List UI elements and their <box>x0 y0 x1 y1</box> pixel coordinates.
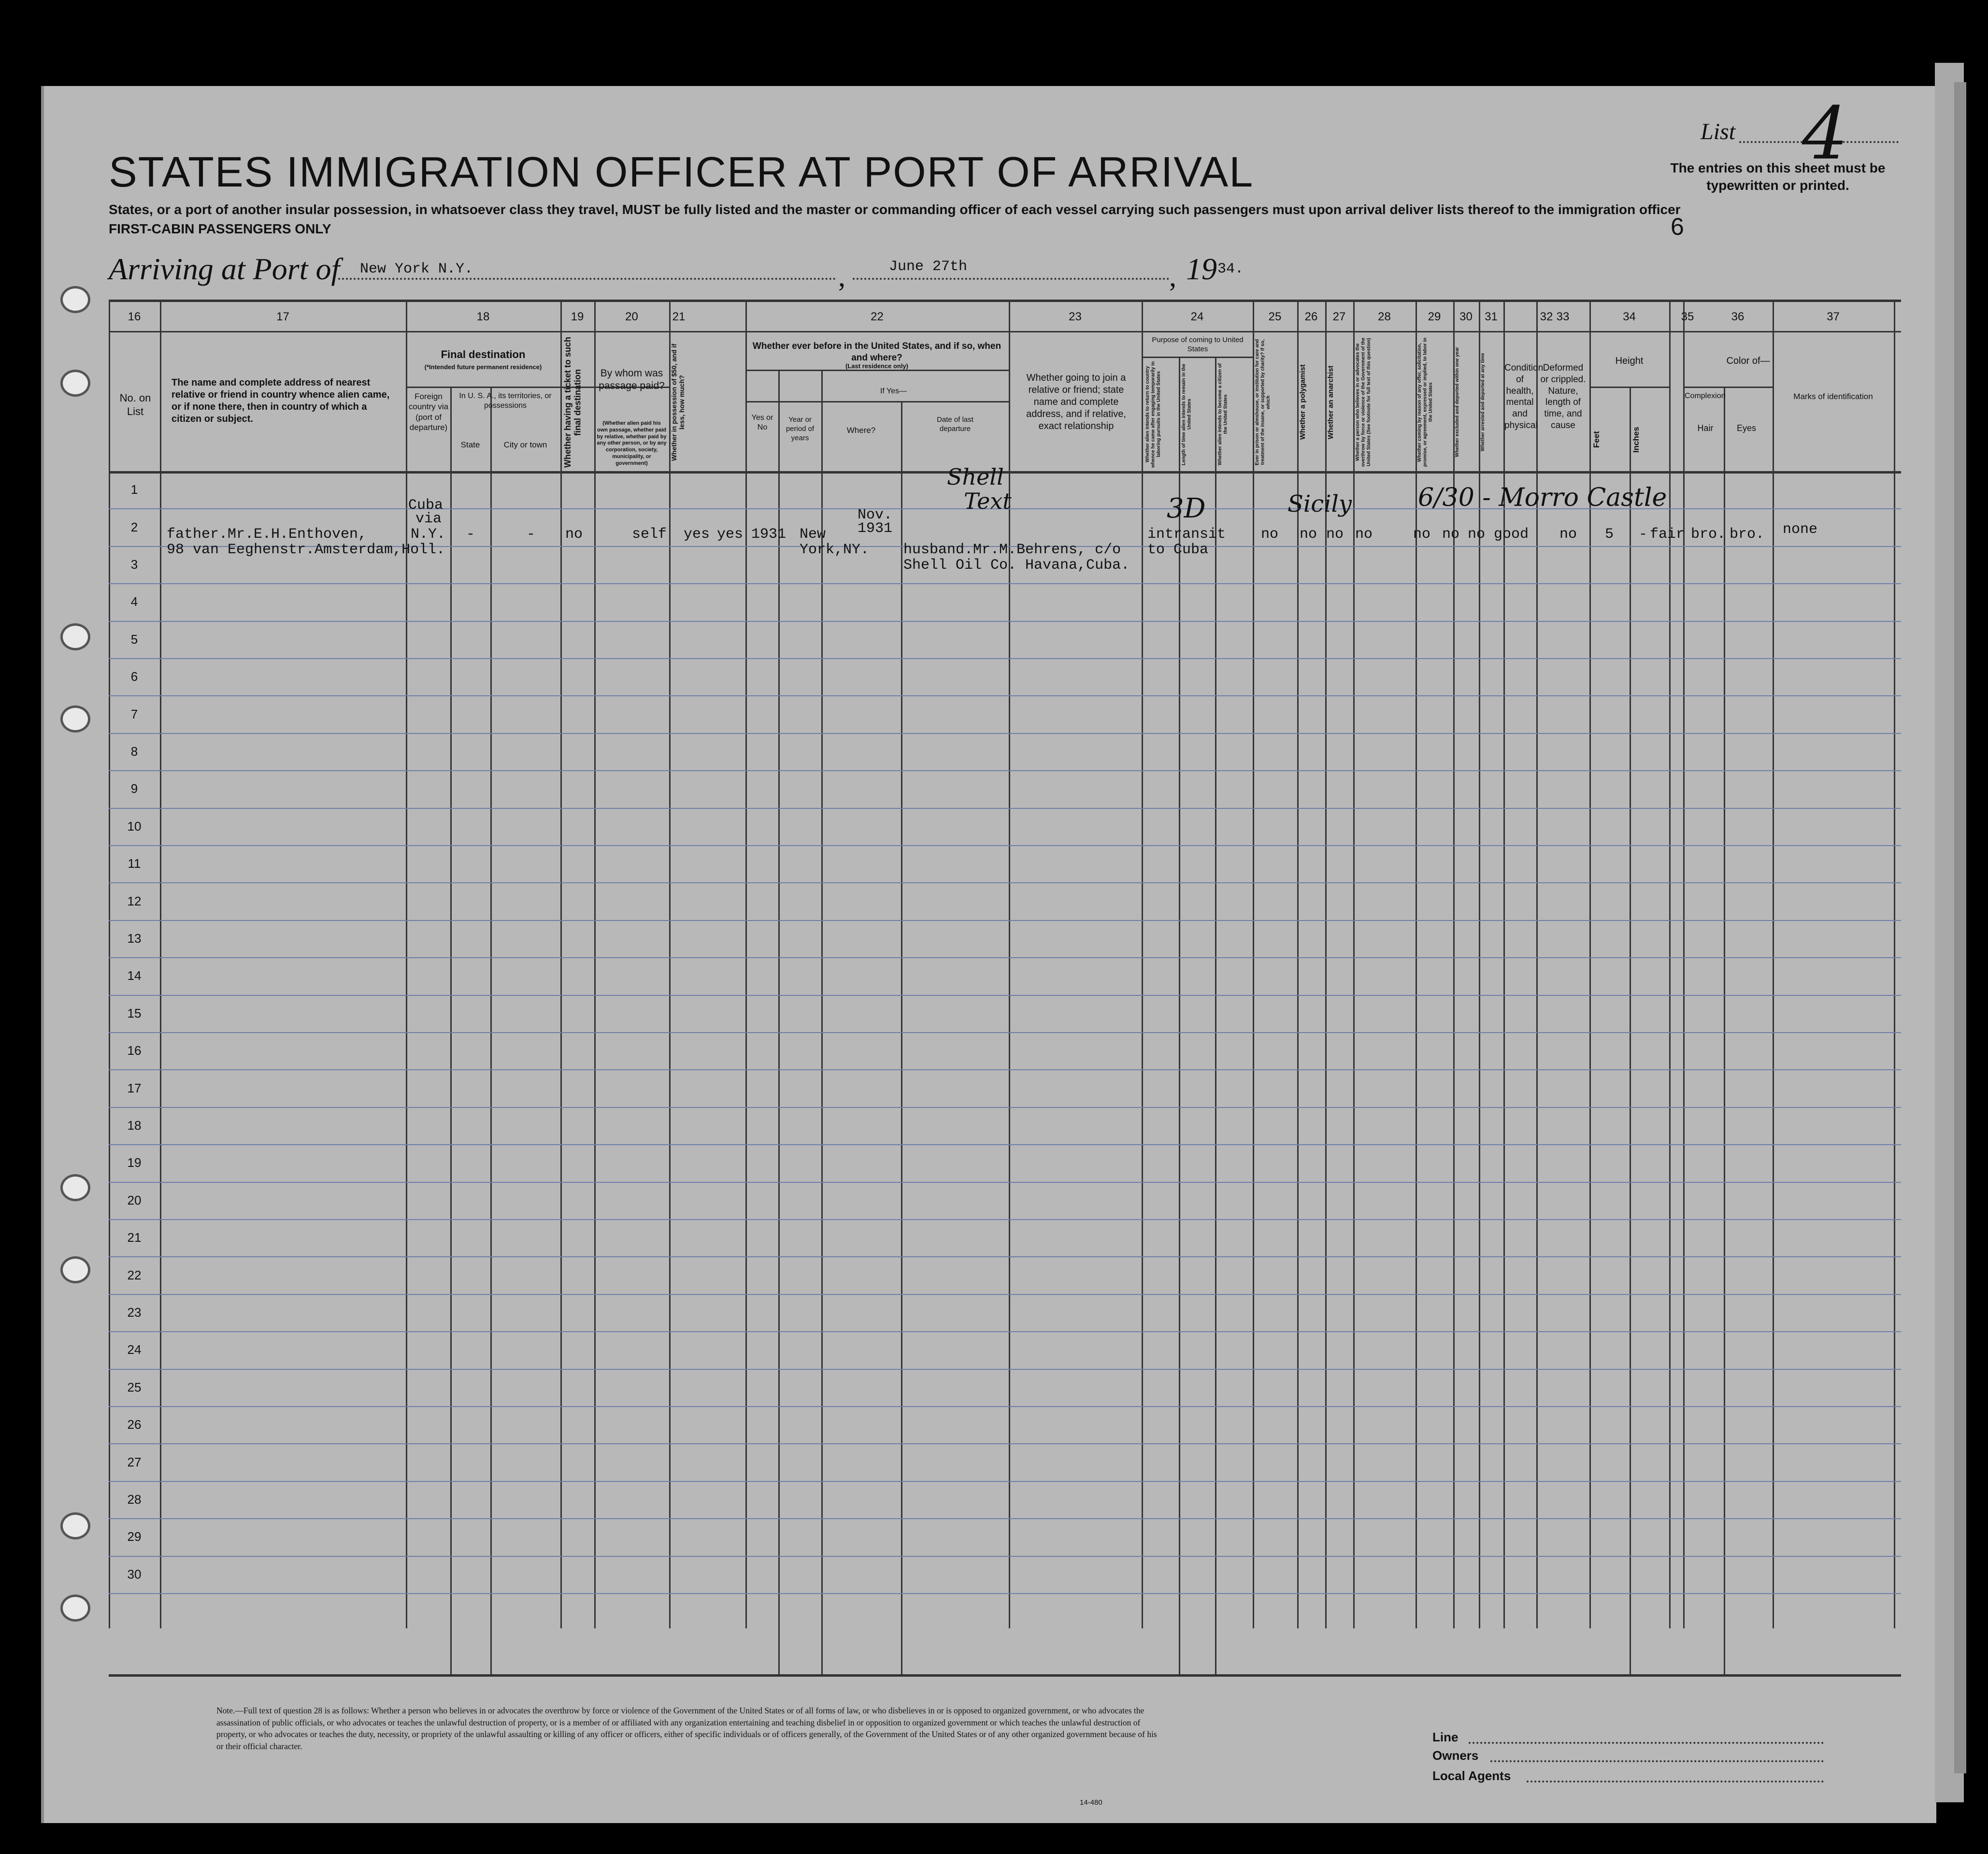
port-underline <box>338 278 836 280</box>
list-label: List <box>1701 119 1736 144</box>
joining-line-1: husband.Mr.M.Behrens, c/o <box>903 542 1121 558</box>
col-line <box>1253 300 1254 1628</box>
table-bottom-rule <box>109 1674 1901 1677</box>
row-number: 28 <box>127 1492 142 1507</box>
header-purpose-length: Length of time alien intends to remain in the United States <box>1181 363 1192 465</box>
column-number: 34 <box>1623 310 1636 323</box>
header-year: Year or period of years <box>786 416 815 442</box>
punch-hole <box>60 1174 90 1201</box>
header-if-yes: If Yes— <box>880 387 907 395</box>
row-number: 1 <box>130 482 138 497</box>
row-number: 25 <box>127 1380 142 1394</box>
column-number: 37 <box>1827 310 1840 323</box>
column-number: 30 <box>1459 310 1473 323</box>
feet-value: 5 <box>1605 526 1614 543</box>
header-state: State <box>460 440 480 449</box>
row-number: 7 <box>130 706 138 721</box>
row-rule <box>109 920 1901 921</box>
deformed-value: no <box>1559 526 1577 543</box>
offer-value: no <box>1413 526 1431 543</box>
city-value: - <box>527 526 536 543</box>
header-final-destination-sub: (*Intended future permanent residence) <box>424 363 542 371</box>
header-before-sub: (Last residence only) <box>845 362 909 370</box>
row-rule <box>109 1556 1901 1557</box>
column-number: 18 <box>476 310 490 323</box>
col-line <box>1773 300 1774 1628</box>
paid-by-value: self <box>632 526 667 543</box>
row-number: 2 <box>130 519 138 534</box>
footer-owners-underline <box>1490 1760 1824 1762</box>
punch-hole <box>60 705 90 733</box>
header-complexion: Complexion <box>1685 392 1726 400</box>
column-number: 26 <box>1304 310 1318 323</box>
foreign-country-2: via <box>415 511 442 527</box>
before-where-1: New <box>800 526 826 543</box>
header-eyes: Eyes <box>1736 423 1757 433</box>
subheader-rule <box>1683 387 1773 388</box>
complexion-value: fair <box>1650 526 1685 543</box>
row-number: 29 <box>127 1529 142 1544</box>
header-joining: Whether going to join a relative or friend; state name and complete address, and if relative, exact relationship <box>1026 373 1126 431</box>
row-rule <box>109 1107 1901 1108</box>
row-number: 16 <box>127 1043 142 1058</box>
header-foreign-country: Foreign country via (port of departure) <box>408 392 449 432</box>
column-number: 35 <box>1681 310 1694 323</box>
row-rule <box>109 1593 1901 1594</box>
relative-line-1: father.Mr.E.H.Enthoven, <box>167 526 367 543</box>
row-rule <box>109 658 1901 659</box>
col-line <box>901 401 902 1674</box>
col-line <box>821 370 823 1674</box>
row-rule <box>109 1369 1901 1370</box>
row-number: 4 <box>130 594 138 609</box>
header-excluded: Whether excluded and deported within one year <box>1455 347 1460 458</box>
row-rule <box>109 1294 1901 1295</box>
row-rule <box>109 845 1901 846</box>
header-purpose-citizen: Whether alien intends to become a citizen of the United States <box>1217 363 1229 466</box>
header-prison: Ever in prison or almshouse, or institution for care and treatment of the insane, or supported by charity? If so, which <box>1255 339 1271 466</box>
row-number: 27 <box>127 1454 142 1469</box>
header-no-on-list: No. on List <box>119 392 151 417</box>
row-number: 12 <box>127 893 142 908</box>
header-purpose: Purpose of coming to United States <box>1152 336 1244 353</box>
departure-2: 1931 <box>858 520 893 537</box>
row-number: 26 <box>127 1417 142 1432</box>
subheader-rule <box>745 401 1009 402</box>
foreign-country-3: N.Y. <box>411 526 446 543</box>
row-number: 13 <box>127 931 142 946</box>
row-number: 9 <box>130 781 138 796</box>
header-color-of: Color of— <box>1726 356 1770 366</box>
row-rule <box>109 1069 1901 1070</box>
row-number: 21 <box>127 1230 142 1245</box>
column-number: 19 <box>571 310 584 323</box>
row-rule <box>109 1331 1901 1332</box>
date-underline <box>853 278 1169 280</box>
row-number: 5 <box>130 632 138 647</box>
form-number: 14-480 <box>1080 1798 1102 1807</box>
footer-line-underline <box>1469 1742 1824 1744</box>
header-relative: The name and complete address of nearest relative or friend in country whence alien came, or if none there, then in country of which a citizen or subject. <box>172 377 390 424</box>
departure-1: Nov. <box>858 507 893 523</box>
row-rule <box>109 1256 1901 1257</box>
col-line <box>406 300 407 1628</box>
row-number: 23 <box>127 1305 142 1320</box>
row-number: 20 <box>127 1193 142 1207</box>
header-polygamist: Whether a polygamist <box>1299 364 1307 440</box>
col-line <box>160 300 161 1628</box>
column-number: 23 <box>1069 310 1082 323</box>
row-rule <box>109 882 1901 883</box>
column-number: 25 <box>1268 310 1282 323</box>
row-number: 11 <box>128 856 141 871</box>
column-number: 21 <box>672 310 686 323</box>
col-line <box>1683 300 1685 1628</box>
header-paid-by: By whom was passage paid? <box>599 368 665 392</box>
page-edge <box>1954 82 1966 1773</box>
column-number: 17 <box>276 310 289 323</box>
row-rule <box>109 1406 1901 1407</box>
col-line <box>1669 300 1671 1628</box>
header-paid-by-sub: (Whether alien paid his own passage, whether paid by relative, whether paid by any other person, or by any corporation, society, municipality, or government) <box>597 420 667 466</box>
inches-value: - <box>1639 526 1648 543</box>
handwritten-sicily: Sicily <box>1287 490 1352 517</box>
ticket-value: no <box>565 526 583 543</box>
row-rule <box>109 1443 1901 1444</box>
list-number: 4 <box>1802 92 1848 176</box>
row-rule <box>109 1518 1901 1519</box>
row-number: 22 <box>127 1267 142 1282</box>
before-where-2: York,NY. <box>800 542 870 558</box>
col-line <box>745 300 747 1628</box>
column-number: 22 <box>871 310 884 323</box>
header-marks: Marks of identification <box>1793 392 1873 401</box>
before-year: 1931 <box>751 526 787 543</box>
handwritten-shell: Shell <box>947 464 1004 490</box>
row-number: 6 <box>130 669 138 684</box>
comma: , <box>838 260 845 292</box>
column-number: 36 <box>1731 310 1745 323</box>
header-height: Height <box>1615 356 1644 366</box>
arriving-label: Arriving at Port of <box>109 252 340 286</box>
handwritten-3d: 3D <box>1167 493 1206 524</box>
punch-hole <box>60 370 90 397</box>
row-rule <box>109 1182 1901 1183</box>
arrested-value: no <box>1468 526 1486 543</box>
instruction-text: States, or a port of another insular possession, in whatsoever class they travel, MUST be fully listed and the master or commanding officer of each vessel carrying such passengers must upon arrival deliver lists thereof to the immigration officer <box>109 202 1681 217</box>
year-prefix: 19 <box>1186 252 1217 286</box>
fifty-value: yes <box>684 526 710 543</box>
date-value: June 27th <box>889 259 968 275</box>
footer-agents-label: Local Agents <box>1432 1768 1511 1783</box>
header-purpose-return: Whether alien intends to return to country whence he came after engaging temporarily in laboring pursuits in the United States <box>1145 361 1161 468</box>
class-line: FIRST-CABIN PASSENGERS ONLY <box>109 221 331 236</box>
row-rule <box>109 621 1901 622</box>
punch-hole <box>60 1256 90 1283</box>
column-number: 24 <box>1190 310 1204 323</box>
row-rule <box>109 1219 1901 1220</box>
footer-agents-underline <box>1527 1781 1824 1782</box>
row-rule <box>109 1032 1901 1033</box>
prison-value: no <box>1261 526 1279 543</box>
row-number: 18 <box>127 1118 142 1133</box>
header-final-destination: Final destination <box>441 348 526 360</box>
header-deformed: Deformed or crippled. Nature, length of time, and cause <box>1540 363 1586 431</box>
health-value: good <box>1494 526 1529 543</box>
footnote-question-28: Note.—Full text of question 28 is as follows: Whether a person who believes in or advocates the overthrow by force or violence of the Government of the United States or of all forms of law, or who disbelieves in or is opposed to organized government, or who advocates the assassination of public officials, or who advocates or teaches the unlawful destruction of property, or is a member of or affiliated with any organization entertaining and teaching disbelief in or opposition to organized government or which teaches the unlawful destruction of property, or who advocates or teaches the duty, necessity, or propriety of the unlawful assaulting or killing of any officer or officers, either of specific individuals or of officers generally, of the Government of the United States or of any other organized government because of his or their official character. <box>216 1706 1157 1751</box>
header-where: Where? <box>846 426 876 435</box>
header-inches: Inches <box>1631 427 1641 453</box>
footer-line-label: Line <box>1432 1730 1459 1744</box>
row-rule <box>109 770 1901 771</box>
column-number: 16 <box>128 310 141 323</box>
eyes-value: bro. <box>1730 526 1765 543</box>
column-number: 27 <box>1332 310 1346 323</box>
hair-value: bro. <box>1691 526 1726 543</box>
page-title: STATES IMMIGRATION OFFICER AT PORT OF ARRIVAL <box>109 148 1254 196</box>
row-number: 8 <box>130 744 138 759</box>
header-in-usa: In U. S. A., its territories, or possessions <box>459 392 552 410</box>
header-city: City or town <box>503 440 547 449</box>
column-number: 28 <box>1378 310 1391 323</box>
foreign-country-1: Cuba <box>408 497 443 514</box>
column-number: 20 <box>625 310 638 323</box>
row-rule <box>109 733 1901 734</box>
header-last-departure: Date of last departure <box>937 416 973 433</box>
header-fifty-dollars: Whether in possession of $50, and if less, how much? <box>670 344 686 461</box>
col-line <box>594 300 596 1628</box>
col-line <box>778 370 780 1674</box>
punch-hole <box>60 623 90 650</box>
row-rule <box>109 583 1901 584</box>
column-number-rule <box>109 331 1901 332</box>
header-yes-no: Yes or No <box>751 414 773 431</box>
relative-line-2: 98 van Eeghenstr.Amsterdam,Holl. <box>167 542 445 558</box>
port-value: New York N.Y. <box>360 261 473 277</box>
state-value: - <box>466 526 475 543</box>
row-number: 17 <box>127 1080 142 1095</box>
comma: , <box>1169 260 1176 292</box>
col-line <box>1416 300 1417 1628</box>
column-number: 29 <box>1428 310 1441 323</box>
row-number: 10 <box>127 819 142 834</box>
before-yes-no: yes <box>717 526 744 543</box>
row-rule <box>109 995 1901 996</box>
header-before-in-us: Whether ever before in the United States, and if so, when and where? <box>752 341 1001 363</box>
row-rule <box>109 808 1901 809</box>
table-top-rule <box>109 300 1901 302</box>
row-number: 24 <box>127 1342 142 1357</box>
row-number: 3 <box>130 557 138 572</box>
row-rule <box>109 1481 1901 1482</box>
row-rule <box>109 1144 1901 1145</box>
header-arrested: Whether arrested and deported at any time <box>1480 353 1486 452</box>
punch-hole <box>60 286 90 313</box>
col-line <box>560 300 562 1628</box>
col-line <box>1894 300 1895 1628</box>
row-rule <box>109 957 1901 958</box>
col-line <box>669 300 671 1628</box>
overthrow-value: no <box>1355 526 1373 543</box>
header-hair: Hair <box>1697 423 1714 433</box>
row-number: 30 <box>127 1567 142 1581</box>
sheet-number: 6 <box>1671 213 1684 240</box>
header-ticket: Whether having a ticket to such final destination <box>563 336 583 468</box>
header-feet: Feet <box>1592 431 1601 448</box>
year-suffix: 34. <box>1217 261 1244 277</box>
row-number: 19 <box>127 1155 142 1170</box>
col-line <box>1353 300 1355 1628</box>
header-bottom-rule <box>109 471 1901 474</box>
header-health: Condition of health, mental and physical <box>1504 363 1544 431</box>
header-anarchist: Whether an anarchist <box>1327 365 1335 439</box>
column-number: 32 <box>1540 310 1553 323</box>
handwritten-date-ship: 6/30 - Morro Castle <box>1418 483 1667 512</box>
column-number: 33 <box>1556 310 1570 323</box>
marks-value: none <box>1783 521 1818 538</box>
row-number: 14 <box>127 968 142 983</box>
subheader-rule <box>1142 357 1253 358</box>
column-number: 31 <box>1485 310 1498 323</box>
purpose-2: to Cuba <box>1147 542 1209 558</box>
joining-line-2: Shell Oil Co. Havana,Cuba. <box>903 557 1130 574</box>
entries-note: The entries on this sheet must be typewritten or printed. <box>1670 160 1886 193</box>
anarchist-value: no <box>1326 526 1344 543</box>
col-line <box>1142 300 1143 1628</box>
row-rule <box>109 695 1901 696</box>
punch-hole <box>60 1595 90 1622</box>
footer-owners-label: Owners <box>1432 1748 1479 1763</box>
handwritten-text: Text <box>964 488 1012 514</box>
polygamist-value: no <box>1300 526 1317 543</box>
punch-hole <box>60 1512 90 1539</box>
row-number: 15 <box>127 1006 142 1020</box>
purpose-1: intransit <box>1147 526 1226 543</box>
excluded-value: no <box>1442 526 1460 543</box>
col-line <box>1215 357 1216 1674</box>
header-offer: Whether coming by reason of any offer, solicitation, promise, or agreement, expressed or implied, to labor in the United States <box>1417 337 1433 467</box>
header-overthrow: Whether a person who believes in or advocates the overthrow by force or violence of the Government of the United States (See footnote for full text of this question) <box>1355 337 1372 467</box>
